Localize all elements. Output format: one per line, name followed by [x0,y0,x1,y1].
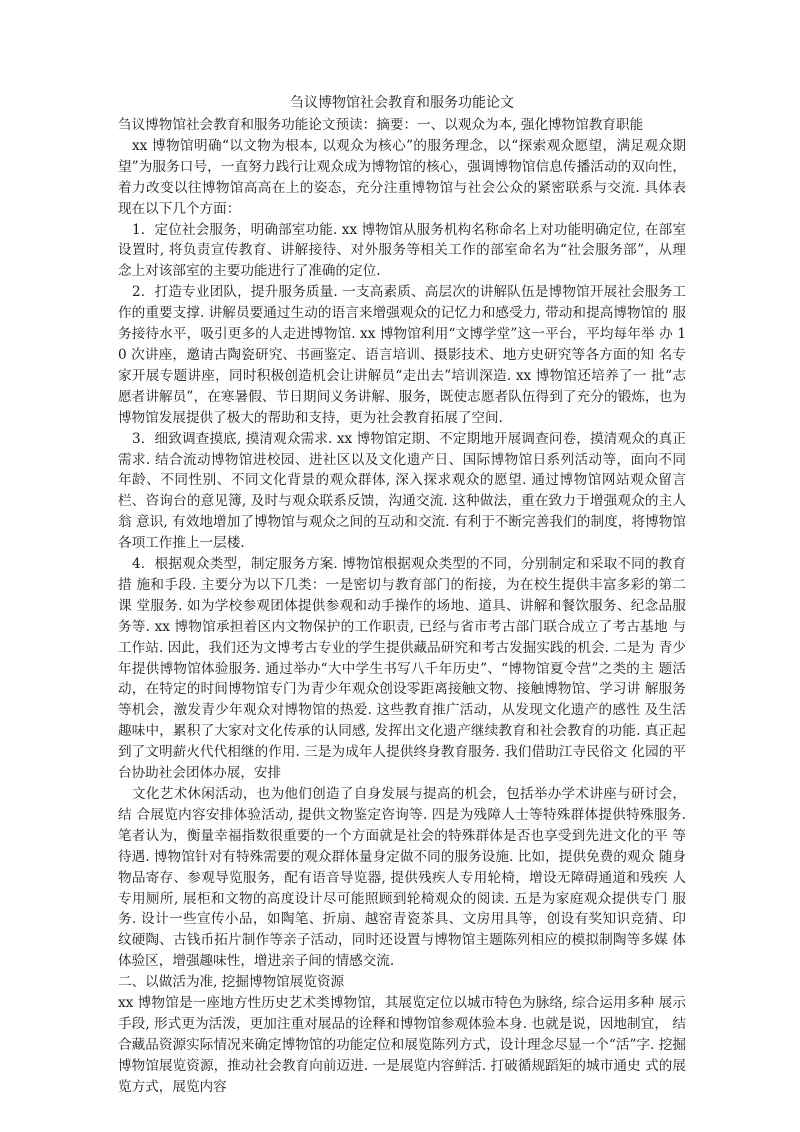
item-2-paragraph: 2．打造专业团队，提升服务质量. 一支高素质、高层次的讲解队伍是博物馆开展社会服务工 作的重要支撑. 讲解员要通过生动的语言来增强观众的记忆力和感受力, 带动和提高博物馆的 服务接待水平，吸引更多的人走进博物馆. xx 博物馆利用“文博学堂”这一平台，平均每年举 办 10 次讲座，邀请古陶瓷研究、书画鉴定、语言培训、摄影技术、地方史研究等各方面的知 名专家开展专题讲座，同时积极创造机会让讲解员“走出去”培训深造. xx 博物馆还培养了一 批“志愿者讲解员”，在寒暑假、节日期间义务讲解、服务，既使志愿者队伍得到了充分的锻炼，也为博物馆发展提供了极大的帮助和支持，更为社会教育拓展了空间. [118,284,686,426]
section-2-paragraph: xx 博物馆是一座地方性历史艺术类博物馆，其展览定位以城市特色为脉络, 综合运用多种 展示手段, 形式更为活泼，更加注重对展品的诠释和博物馆参观体验本身. 也就是说，因地制宜， 结合藏品资源实际情况来确定博物馆的功能定位和展览陈列方式，设计理念尽显一个“活”字. 挖掘博物馆展览资源，推动社会教育向前迈进. 一是展览内容鲜活. 打破循规蹈矩的城市通史 式的展览方式，展览内容 [118,995,686,1095]
document-title: 刍议博物馆社会教育和服务功能论文 [290,95,514,111]
section-2-heading: 二、以做活为准, 挖掘博物馆展览资源 [118,974,345,991]
item-4-paragraph: 4．根据观众类型，制定服务方案. 博物馆根据观众类型的不同，分别制定和采取不同的教育措 施和手段. 主要分为以下几类：一是密切与教育部门的衔接，为在校生提供丰富多彩的第二课 堂服务. 如为学校参观团体提供参观和动手操作的场地、道具、讲解和餐饮服务、纪念品服 务等. xx 博物馆承担着区内文物保护的工作职责, 已经与省市考古部门联合成立了考古基地 与工作站. 因此，我们还为文博考古专业的学生提供藏品研究和考古发掘实践的机会. 二是为 青少年提供博物馆体验服务. 通过举办“大中学生书写八千年历史”、“博物馆夏令营”之类的主 题活动，在特定的时间博物馆专门为青少年观众创设零距离接触文物、接触博物馆、学习讲 解服务等机会，激发青少年观众对博物馆的热爱. 这些教育推广活动，从发现文化遗产的感性 及生活趣味中，累积了大家对文化传承的认同感, 发挥出文化遗产继续教育和社会教育的功能. 真正起到了文明薪火代代相继的作用. 三是为成年人提供终身教育服务. 我们借助江寺民俗文 化园的平台协助社会团体办展，安排 [118,556,686,782]
item-3-paragraph: 3．细致调查摸底, 摸清观众需求. xx 博物馆定期、不定期地开展调查问卷，摸清观众的真正 需求. 结合流动博物馆进校园、进社区以及文化遗产日、国际博物馆日系列活动等，面向不同 年龄、不同性别、不同文化背景的观众群体, 深入探求观众的愿望. 通过博物馆网站观众留言 栏、咨询台的意见簿, 及时与观众联系反馈，沟通交流. 这种做法，重在致力于增强观众的主人翁 意识, 有效地增加了博物馆与观众之间的互动和交流. 有利于不断完善我们的制度，将博物馆 各项工作推上一层楼. [118,430,687,552]
intro-paragraph: xx 博物馆明确“以文物为根本, 以观众为核心”的服务理念，以“探索观众愿望，满足观众期 望”为服务口号，一直努力践行让观众成为博物馆的核心，强调博物馆信息传播活动的双向性，着力改变以往博物馆高高在上的姿态，充分注重博物馆与社会公众的紧密联系与交流. 具体表 现在以下几个方面： [118,137,686,217]
document-page [118,92,686,1098]
summary-paragraph: 刍议博物馆社会教育和服务功能论文预读：摘要：一、以观众为本, 强化博物馆教育职能 [118,117,644,133]
item-1-paragraph: 1．定位社会服务，明确部室功能. xx 博物馆从服务机构名称命名上对功能明确定位, 在部室 设置时, 将负责宣传教育、讲解接待、对外服务等相关工作的部室命名为“社会服务部”，从理 念上对该部室的主要功能进行了准确的定位. [118,221,686,280]
item-4-continued-paragraph: 文化艺术休闲活动，也为他们创造了自身发展与提高的机会，包括举办学术讲座与研讨会，结 合展览内容安排体验活动, 提供文物鉴定咨询等. 四是为残障人士等特殊群体提供特殊服务. 笔者认为，衡量幸福指数很重要的一个方面就是社会的特殊群体是否也享受到先进文化的平 等待遇. 博物馆针对有特殊需要的观众群体量身定做不同的服务设施. 比如，提供免费的观众 随身物品寄存、参观导览服务，配有语音导览器, 提供残疾人专用轮椅，增设无障碍通道和残疾 人专用厕所, 展柜和文物的高度设计尽可能照顾到轮椅观众的阅读. 五是为家庭观众提供专门 服务. 设计一些宣传小品，如陶笔、折扇、越窑青瓷茶具、文房用具等，创设有奖知识竞猜、印 纹硬陶、古钱币拓片制作等亲子活动，同时还设置与博物馆主题陈列相应的模拟制陶等多媒 体体验区，增强趣味性，增进亲子间的情感交流. [118,786,686,970]
